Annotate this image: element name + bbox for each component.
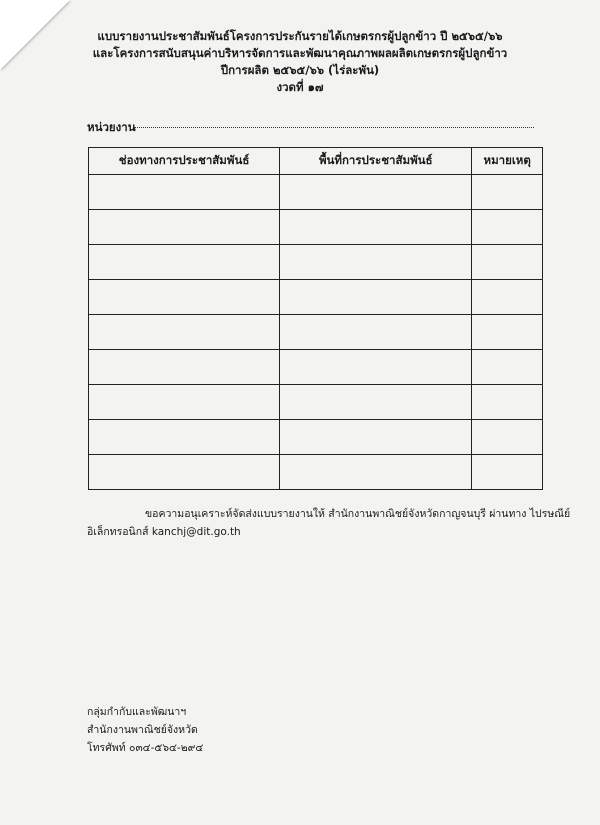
header-area: พื้นที่การประชาสัมพันธ์: [280, 148, 472, 175]
area-cell[interactable]: [280, 315, 472, 350]
area-cell[interactable]: [280, 175, 472, 210]
channel-cell[interactable]: [89, 420, 280, 455]
report-table: [88, 147, 543, 490]
remark-cell[interactable]: [472, 245, 543, 280]
area-cell[interactable]: [280, 420, 472, 455]
channel-cell[interactable]: [89, 245, 280, 280]
table-row: [89, 245, 543, 280]
unit-fill-line[interactable]: [134, 127, 534, 128]
table-header-row: [89, 148, 543, 175]
channel-cell[interactable]: [89, 350, 280, 385]
table-body: [89, 175, 543, 490]
unit-label: หน่วยงาน: [87, 120, 136, 134]
title-line-4: งวดที่ ๑๗: [276, 80, 324, 94]
request-text: [87, 505, 571, 541]
title-line-1: แบบรายงานประชาสัมพันธ์โครงการประกันรายได้เกษตรกรผู้ปลูกข้าว ปี ๒๕๖๕/๖๖: [97, 29, 503, 43]
header-channel: ช่องทางการประชาสัมพันธ์: [89, 148, 280, 175]
footer-office: สำนักงานพาณิชย์จังหวัด: [87, 724, 198, 736]
request-line-2: อิเล็กทรอนิกส์ kanchj@dit.go.th: [87, 526, 241, 538]
footer-contact: [87, 703, 203, 757]
table-row: [89, 315, 543, 350]
area-cell[interactable]: [280, 455, 472, 490]
remark-cell[interactable]: [472, 280, 543, 315]
remark-cell[interactable]: [472, 420, 543, 455]
channel-cell[interactable]: [89, 280, 280, 315]
table-row: [89, 455, 543, 490]
title-line-2: และโครงการสนับสนุนค่าบริหารจัดการและพัฒนาคุณภาพผลผลิตเกษตรกรผู้ปลูกข้าว: [92, 46, 508, 60]
area-cell[interactable]: [280, 210, 472, 245]
request-line-1: ขอความอนุเคราะห์จัดส่งแบบรายงานให้ สำนักงานพาณิชย์จังหวัดกาญจนบุรี ผ่านทาง ไปรษณีย์: [145, 508, 571, 520]
title-line-3: ปีการผลิต ๒๕๖๕/๖๖ (ไร่ละพัน): [220, 63, 380, 77]
remark-cell[interactable]: [472, 455, 543, 490]
remark-cell[interactable]: [472, 175, 543, 210]
area-cell[interactable]: [280, 385, 472, 420]
table-row: [89, 350, 543, 385]
remark-cell[interactable]: [472, 385, 543, 420]
footer-group: กลุ่มกำกับและพัฒนาฯ: [87, 706, 187, 718]
table-row: [89, 420, 543, 455]
table-row: [89, 280, 543, 315]
channel-cell[interactable]: [89, 315, 280, 350]
channel-cell[interactable]: [89, 385, 280, 420]
footer-phone: โทรศัพท์ ๐๓๔-๕๖๔-๒๙๔: [87, 742, 204, 754]
table-row: [89, 385, 543, 420]
remark-cell[interactable]: [472, 350, 543, 385]
remark-cell[interactable]: [472, 210, 543, 245]
channel-cell[interactable]: [89, 210, 280, 245]
area-cell[interactable]: [280, 245, 472, 280]
channel-cell[interactable]: [89, 175, 280, 210]
header-remark: หมายเหตุ: [472, 148, 543, 175]
table-row: [89, 210, 543, 245]
area-cell[interactable]: [280, 280, 472, 315]
document-header: [0, 28, 600, 96]
remark-cell[interactable]: [472, 315, 543, 350]
channel-cell[interactable]: [89, 455, 280, 490]
area-cell[interactable]: [280, 350, 472, 385]
table-row: [89, 175, 543, 210]
